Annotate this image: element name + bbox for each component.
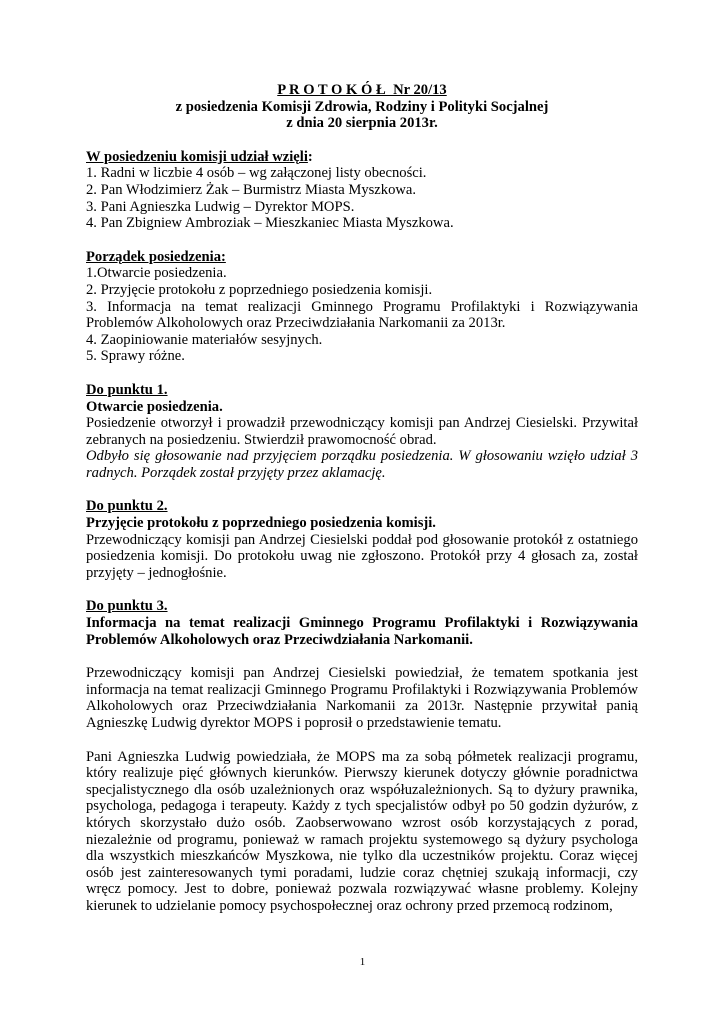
attendance-item: 1. Radni w liczbie 4 osób – wg załączonej listy obecności. bbox=[86, 165, 427, 182]
point1-text: Posiedzenie otworzył i prowadził przewodniczący komisji pan Andrzej Ciesielski. Przywitał zebranych na posiedzeniu. Stwierdził prawomocność obrad. bbox=[86, 415, 638, 448]
point1-heading: Do punktu 1. bbox=[86, 381, 168, 398]
point2-heading: Do punktu 2. bbox=[86, 498, 168, 515]
agenda-item: 4. Zaopiniowanie materiałów sesyjnych. bbox=[86, 331, 323, 348]
point3-paragraph-2: Pani Agnieszka Ludwig powiedziała, że MOPS ma za sobą półmetek realizacji programu, który realizuje pięć głównych kierunków. Pierwszy kierunek dotyczy głównie poradnictwa specjalistycznego dla osób uzależnionych oraz współuzależnionych. Są to dyżury prawnika, psychologa, pedagoga i terapeuty. Każdy z tych specjalistów odbył po 50 godzin dyżurów, z których skorzystało dużo osób. Zaobserwowano wzrost osób korzystających z porad, niezależnie od programu, ponieważ w ramach projektu systemowego są dyżury psychologa dla wszystkich mieszkańców Myszkowa, nie tylko dla uczestników projektu. Coraz więcej osób jest zainteresowanych tymi poradami, ludzie coraz chętniej szukają informacji, czy wręcz pomocy. Jest to dobre, ponieważ pozwala rozwiązywać własne problemy. Kolejny kierunek to udzielanie pomocy psychospołecznej oraz ochrony przed przemocą rodzinom, bbox=[86, 748, 638, 914]
agenda-section bbox=[86, 249, 638, 365]
document-header bbox=[86, 82, 638, 132]
protocol-title: P R O T O K Ó Ł Nr 20/13 bbox=[277, 82, 447, 98]
attendance-item: 4. Pan Zbigniew Ambroziak – Mieszkaniec Miasta Myszkowa. bbox=[86, 215, 454, 232]
agenda-item: 3. Informacja na temat realizacji Gminnego Programu Profilaktyki i Rozwiązywania Problemów Alkoholowych oraz Przeciwdziałania Narkomanii za 2013r. bbox=[86, 298, 638, 332]
point3-heading: Do punktu 3. bbox=[86, 598, 168, 615]
point3-subheading: Informacja na temat realizacji Gminnego Programu Profilaktyki i Rozwiązywania Problemów Alkoholowych oraz Przeciwdziałania Narkomanii. bbox=[86, 615, 638, 648]
point1-vote-note: Odbyło się głosowanie nad przyjęciem porządku posiedzenia. W głosowaniu wzięło udział 3 radnych. Porządek został przyjęty przez aklamację. bbox=[86, 448, 638, 481]
point1-subheading: Otwarcie posiedzenia. bbox=[86, 398, 223, 415]
attendance-section bbox=[86, 149, 638, 232]
agenda-item: 1.Otwarcie posiedzenia. bbox=[86, 265, 227, 282]
agenda-heading: Porządek posiedzenia: bbox=[86, 248, 226, 265]
point3-section bbox=[86, 598, 638, 914]
agenda-item: 2. Przyjęcie protokołu z poprzedniego posiedzenia komisji. bbox=[86, 281, 433, 298]
point3-paragraph-1: Przewodniczący komisji pan Andrzej Ciesielski powiedział, że tematem spotkania jest informacja na temat realizacji Gminnego Programu Profilaktyki i Rozwiązywania Problemów Alkoholowych oraz Przeciwdziałania Narkomanii za 2013r. Następnie przywitał panią Agnieszkę Ludwig dyrektor MOPS i poprosił o przedstawienie tematu. bbox=[86, 665, 638, 731]
meeting-name: z posiedzenia Komisji Zdrowia, Rodziny i Polityki Socjalnej bbox=[175, 98, 549, 115]
attendance-item: 3. Pani Agnieszka Ludwig – Dyrektor MOPS. bbox=[86, 198, 355, 215]
attendance-heading bbox=[86, 149, 638, 166]
attendance-item: 2. Pan Włodzimierz Żak – Burmistrz Miasta Myszkowa. bbox=[86, 181, 417, 198]
point2-text: Przewodniczący komisji pan Andrzej Ciesielski poddał pod głosowanie protokół z ostatniego posiedzenia komisji. Do protokołu uwag nie zgłoszono. Protokół przy 4 głosach za, został przyjęty – jednogłośnie. bbox=[86, 531, 638, 581]
attendance-heading-text: W posiedzeniu komisji udział wzięli bbox=[86, 148, 308, 165]
document-body bbox=[86, 82, 638, 915]
meeting-date: z dnia 20 sierpnia 2013r. bbox=[286, 115, 438, 132]
attendance-heading-colon: : bbox=[307, 148, 313, 165]
page-number: 1 bbox=[359, 956, 366, 968]
point2-subheading: Przyjęcie protokołu z poprzedniego posiedzenia komisji. bbox=[86, 515, 436, 532]
point2-section bbox=[86, 498, 638, 581]
agenda-item: 5. Sprawy różne. bbox=[86, 348, 185, 365]
point1-section bbox=[86, 382, 638, 482]
